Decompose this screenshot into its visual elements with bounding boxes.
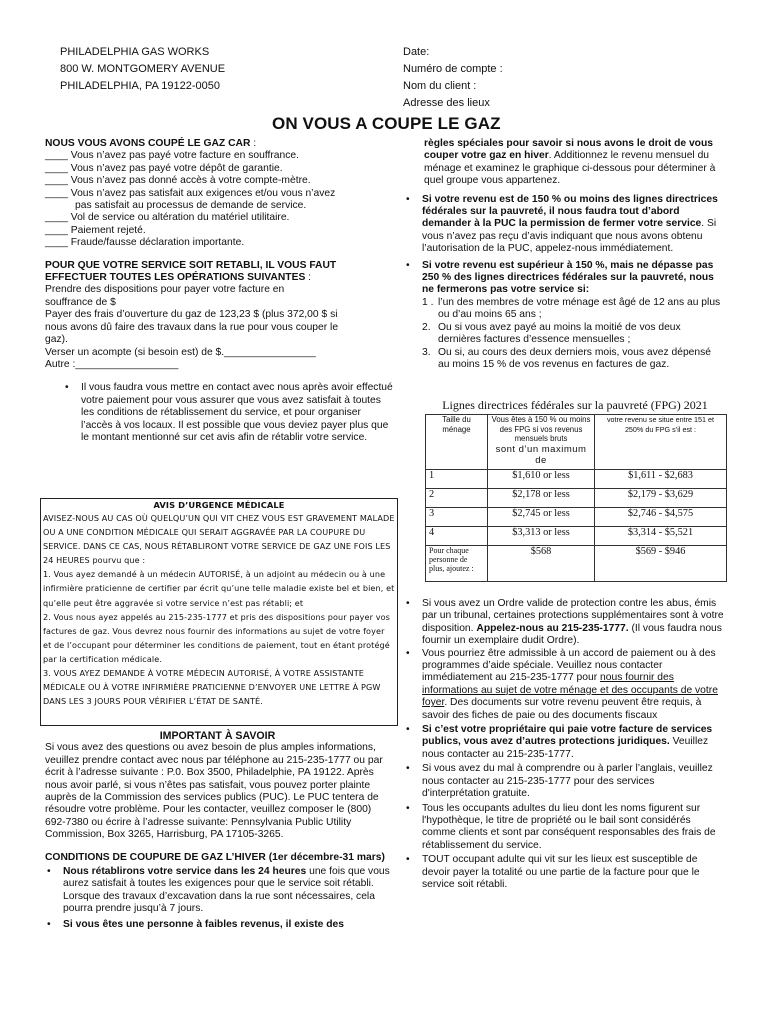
condition-item <box>422 297 724 322</box>
right-column-lower <box>404 598 724 891</box>
fpg-150-cell: $1,610 or less <box>488 470 595 489</box>
cut-heading: NOUS VOUS AVONS COUPÉ LE GAZ CAR <box>45 138 251 149</box>
date-field-label: Date: <box>403 46 430 58</box>
important-title: IMPORTANT À SAVOIR <box>159 730 276 742</box>
bullet-icon: • <box>65 382 69 394</box>
winter-rules-text: . Additionnez le revenu mensuel du ménage et examinez le graphique ci-dessous pour déterminer à quel groupe vous appartenez. <box>424 150 716 187</box>
left-column-lower <box>45 730 390 931</box>
protection-order-text: Si vous avez un Ordre valide de protection contre les abus, émis par un tribunal, certaines protections supplémentaires sont à votre disposition. <box>422 598 724 634</box>
condition-number: 2. <box>422 321 431 333</box>
income-150-text: . Si vous n’avez pas reçu d’avis indiquant que nous avons obtenu l’autorisation de la PUC, appelez-nous immédiatement. <box>422 218 717 255</box>
important-text: Si vous avez des questions ou avez besoin de plus amples informations, veuillez prendre contact avec nous par téléphone au 215-235-1777 ou par écrit à l’adresse suivante : P.0. Box 3500, Philadelphie, PA 19122. Après nous avoir parlé, si vous n’êtes pas satisfait, vous pouvez porter plainte auprès de la Commission des services publics (PUC). Le PUC tentera de résoudre votre problème. Pour les contacter, veuillez composer le (800) 692-7380 ou écrire à l’adresse suivante: Pennsylvania Public Utility Commission, Box 3265, Harrisburg, PA 17105-3265. <box>45 742 383 841</box>
restore-line: Prendre des dispositions pour payer votre facture en souffrance de $ <box>45 284 285 308</box>
fpg-table <box>425 414 727 582</box>
financial-help-text: Vous pourriez être admissible à un accord de paiement ou à des programmes d’aide spéciale. Veuillez nous contacter immédiatement au 215-235-1777 pour <box>422 647 716 684</box>
winter-bullet <box>45 919 390 931</box>
condition-item <box>422 322 724 347</box>
winter-bullet-bold: Nous rétablirons votre service dans les 24 heures <box>63 866 307 878</box>
medical-emergency-title: AVIS D’URGENCE MÉDICALE <box>153 500 285 510</box>
landlord-bullet <box>404 724 724 761</box>
bullet-icon: • <box>406 724 410 736</box>
condition-text: Ou si vous avez payé au moins la moitié de vos deux dernières factures d’essence mensuelles ; <box>438 321 681 346</box>
bullet-icon: • <box>406 763 410 775</box>
fpg-row <box>426 470 727 489</box>
landlord-text: Veuillez nous contacter au 215-235-1777. <box>422 736 709 760</box>
fpg-250-cell: $1,611 - $2,683 <box>595 470 727 489</box>
fpg-header-150 <box>488 415 595 470</box>
bullet-icon: • <box>47 866 51 878</box>
restore-line: Payer des frais d’ouverture du gaz de 123,23 $ (plus 372,00 $ si nous avons dû faire des travaux dans la rue pour vous couper le gaz). <box>45 309 339 346</box>
bullet-icon: • <box>406 647 410 659</box>
fpg-250-cell: $2,179 - $3,629 <box>595 489 727 508</box>
fpg-each-250: $569 - $946 <box>595 546 727 582</box>
fpg-header-size: Taille du ménage <box>426 415 488 470</box>
reason-item: ____ Paiement rejeté. <box>45 224 146 236</box>
condition-number: 3. <box>422 346 431 358</box>
reason-item: ____ Fraude/fausse déclaration importante. <box>45 237 245 249</box>
fpg-size-cell: 4 <box>426 527 488 546</box>
adult-occupants-bullet <box>404 803 724 853</box>
income-250-bold: Si votre revenu est supérieur à 150 %, mais ne dépasse pas 250 % des lignes directrices fédérales sur la pauvreté, nous ne fermerons pas votre service si: <box>422 259 714 296</box>
fpg-row <box>426 527 727 546</box>
restore-heading: POUR QUE VOTRE SERVICE SOIT RETABLI, IL VOUS FAUT EFFECTUER TOUTES LES OPÉRATIONS SUIVANTES <box>45 259 337 284</box>
contact-bullet-text: Il vous faudra vous mettre en contact avec nous après avoir effectué votre paiement pour vous assurer que vous avez satisfait à toutes les conditions de rétablissement du service, et pour organiser l’accès à vos locaux. Il est possible que vous deviez payer plus que le montant mentionné sur cet avis afin de rétablir votre service. <box>81 382 393 443</box>
bullet-icon: • <box>406 193 410 205</box>
page-title: ON VOUS A COUPE LE GAZ <box>272 114 501 133</box>
reason-item-continued: pas satisfait au processus de demande de service. <box>75 200 307 212</box>
fpg-row-each-additional <box>426 546 727 582</box>
financial-help-underlined: nous fournir des informations au sujet de votre ménage et des occupants de votre foyer <box>422 672 718 709</box>
fpg-header-250: votre revenu se situe entre 151 et 250% du FPG s’il est : <box>595 415 727 470</box>
account-number-label: Numéro de compte : <box>403 63 503 75</box>
account-fields <box>403 44 503 112</box>
condition-text: Ou si, au cours des deux derniers mois, vous avez dépensé au moins 15 % de vos revenus en factures de gaz. <box>438 346 712 370</box>
restore-line: Autre :__________________ <box>45 358 179 370</box>
all-occupants-bullet <box>404 854 724 891</box>
fpg-150-cell: $2,745 or less <box>488 508 595 527</box>
cut-heading-suffix: : <box>250 138 257 149</box>
medical-emergency-item: 3. VOUS AYEZ DEMANDE À VOTRE MÉDECIN AUTORISÉ, À VOTRE ASSISTANTE MÉDICALE OU À VOTRE INFIRMIÈRE PRATICIENNE D’ENVOYER UNE LETTRE À PGW DANS LES 3 JOURS POUR VÉRIFIER L’ÉTAT DE SANTÉ. <box>43 668 381 707</box>
landlord-bold: Si c’est votre propriétaire qui paie votre facture de services publics, vous avez d’autres protections juridiques. <box>422 724 713 748</box>
fpg-250-cell: $3,314 - $5,521 <box>595 527 727 546</box>
fpg-row <box>426 489 727 508</box>
fpg-size-cell: 3 <box>426 508 488 527</box>
fpg-header-150-max: sont d’un maximum de <box>495 443 587 466</box>
restore-line: Verser un acompte (si besoin est) de $.________________ <box>45 346 316 358</box>
medical-emergency-notice <box>40 498 398 726</box>
medical-emergency-item: 1. Vous ayez demandé à un médecin AUTORISÉ, à un adjoint au médecin ou à une infirmière praticienne de certifier par écrit qu’une telle maladie existe bel et bien, et qu’elle peut être aggravée si votre service n’est pas rétabli; et <box>43 569 395 608</box>
fpg-size-cell: 1 <box>426 470 488 489</box>
financial-help-bullet <box>404 648 724 722</box>
contact-bullet <box>63 382 393 444</box>
condition-item <box>422 347 724 372</box>
company-address <box>60 44 225 95</box>
protection-order-phone: Appelez-nous au 215-235-1777. <box>476 622 629 634</box>
fpg-table-title: Lignes directrices fédérales sur la pauvreté (FPG) 2021 <box>442 398 708 412</box>
bullet-icon: • <box>406 802 410 814</box>
winter-bullet-text: une fois que vous aurez satisfait à toutes les exigences pour que le service soit rétabli. Lorsque des travaux d’excavation dans la rue sont nécessaires, cela pourra prendre jusqu’à 7 jours. <box>63 866 390 915</box>
fpg-row <box>426 508 727 527</box>
reason-item: ____ Vous n’avez pas payé votre facture en souffrance. <box>45 150 299 162</box>
bullet-icon: • <box>406 598 410 609</box>
all-occupants-text: TOUT occupant adulte qui vit sur les lieux est susceptible de devoir payer la totalité ou une partie de la facture pour que le service soit rétabli. <box>422 854 700 890</box>
medical-emergency-item: 2. Vous nous ayez appelés au 215-235-1777 et pris des dispositions pour payer vos factures de gaz. Vous devrez nous fournir des informations au sujet de votre foyer et de l’occupant pour déterminer les conditions de paiement, tout en étant protégé par la certification médicale. <box>43 611 390 664</box>
bullet-icon: • <box>406 259 410 271</box>
restore-heading-suffix: : <box>305 272 312 284</box>
condition-text: l’un des membres de votre ménage est âgé de 12 ans au plus ou d’au moins 65 ans ; <box>438 296 721 321</box>
income-150-bold: Si votre revenu est de 150 % ou moins des lignes directrices fédérales sur la pauvreté, il nous faudra tout d’abord demander à la PUC la permission de fermer votre service <box>422 193 718 230</box>
protection-order-bullet <box>404 598 724 648</box>
income-150-bullet <box>404 194 724 256</box>
fpg-each-label: Pour chaque personne de plus, ajoutez : <box>426 546 488 582</box>
fpg-150-cell: $2,178 or less <box>488 489 595 508</box>
bullet-icon: • <box>47 918 51 930</box>
fpg-each-150: $568 <box>488 546 595 582</box>
language-text: Si vous avez du mal à comprendre ou à parler l’anglais, veuillez nous contacter au 215-235-1777 pour des services d'interprétation gratuite. <box>422 763 713 800</box>
winter-rules-bold: règles spéciales pour savoir si nous avons le droit de vous couper votre gaz en hiver <box>424 138 713 162</box>
fpg-header-150-text: Vous êtes à 150 % ou moins des FPG si vos revenus mensuels bruts <box>491 415 591 443</box>
left-column <box>45 138 393 444</box>
right-column <box>404 138 724 371</box>
income-250-bullet <box>404 260 724 297</box>
premises-address-label: Adresse des lieux <box>403 97 490 109</box>
condition-number: 1 . <box>422 296 434 308</box>
medical-emergency-intro: AVISEZ-NOUS AU CAS OÙ QUELQU’UN QUI VIT CHEZ VOUS EST GRAVEMENT MALADE OU A UNE CONDITION MÉDICALE QUI SERAIT AGGRAVÉE PAR LA COUPURE DU SERVICE. DANS CE CAS, NOUS RÉTABLIRONT VOTRE SERVICE DE GAZ UNE FOIS LES 24 HEURES pourvu que : <box>43 513 395 566</box>
fpg-size-cell: 2 <box>426 489 488 508</box>
company-street: 800 W. MONTGOMERY AVENUE <box>60 63 226 75</box>
reason-item: ____ Vous n’avez pas satisfait aux exigences et/ou vous n’avez <box>45 187 336 199</box>
financial-help-documents: . Des documents sur votre revenu peuvent être requis, à savoir des fiches de paie ou des documents fiscaux <box>422 697 702 721</box>
client-name-label: Nom du client : <box>403 80 477 92</box>
adult-occupants-text: Tous les occupants adultes du lieu dont les noms figurent sur l'hypothèque, le titre de propriété ou le bail sont considérés comme clients et sont par conséquent responsables des frais de rétablissement du service. <box>422 802 716 851</box>
company-name: PHILADELPHIA GAS WORKS <box>60 46 210 58</box>
reason-item: ____ Vous n’avez pas donné accès à votre compte-mètre. <box>45 175 311 187</box>
fpg-250-cell: $2,746 - $4,575 <box>595 508 727 527</box>
language-bullet <box>404 763 724 800</box>
bullet-icon: • <box>406 854 410 866</box>
company-city: PHILADELPHIA, PA 19122-0050 <box>60 80 221 92</box>
reason-item: ____ Vol de service ou altération du matériel utilitaire. <box>45 212 290 224</box>
fpg-150-cell: $3,313 or less <box>488 527 595 546</box>
winter-bullet <box>45 866 390 916</box>
winter-title: CONDITIONS DE COUPURE DE GAZ L’HIVER (1er décembre-31 mars) <box>45 851 385 863</box>
winter-bullet-bold: Si vous êtes une personne à faibles revenus, il existe des <box>63 918 344 930</box>
protection-order-note: (Il vous faudra nous fournir un exemplaire dudit Ordre). <box>422 622 722 647</box>
reason-item: ____ Vous n’avez pas payé votre dépôt de garantie. <box>45 162 283 174</box>
